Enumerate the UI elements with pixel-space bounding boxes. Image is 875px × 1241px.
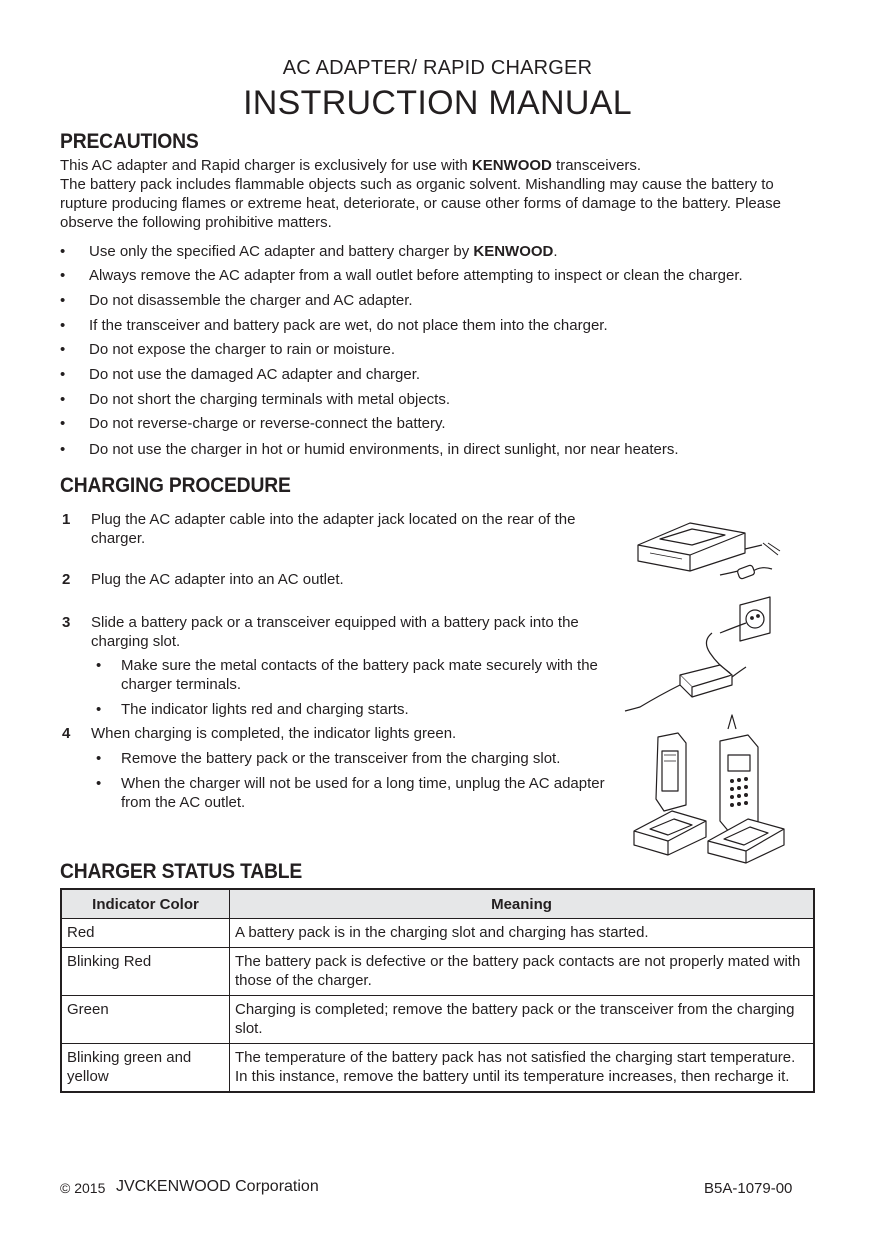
wall-outlet-icon [740, 597, 770, 641]
precautions-warning: The battery pack includes flammable objects such as organic solvent. Mishandling may cause the battery to rupture producing flames or extreme heat, deteriorate, or cause other forms of damage to the battery. Please observe the following prohibitive matters. [60, 176, 781, 231]
document-subtitle: AC ADAPTER/ RAPID CHARGER [282, 57, 593, 79]
bullet-dot: • [60, 366, 66, 383]
precaution-item-text: Do not short the charging terminals with metal objects. [89, 391, 451, 408]
meaning-cell: Charging is completed; remove the battery pack or the transceiver from the charging slot. [230, 996, 815, 1044]
battery-pack-icon [656, 733, 686, 811]
step-text: Slide a battery pack or a transceiver equipped with a battery pack into the charging slot. [91, 614, 579, 650]
bullet-dot: • [96, 701, 102, 718]
precaution-item-text: Do not use the charger in hot or humid environments, in direct sunlight, nor near heaters. [89, 441, 679, 458]
bullet-dot: • [60, 391, 66, 408]
indicator-color-cell: Blinking Red [61, 948, 230, 996]
footer-document-code: B5A-1079-00 [704, 1180, 793, 1197]
table-row [61, 948, 814, 996]
precaution-item-text: If the transceiver and battery pack are wet, do not place them into the charger. [89, 317, 608, 334]
precaution-item-text: Do not expose the charger to rain or moisture. [89, 341, 395, 358]
indicator-color-cell: Blinking green and yellow [61, 1044, 230, 1093]
bullet-dot: • [60, 317, 66, 334]
step-number: 3 [62, 614, 71, 631]
footer-copyright: © 2015 [60, 1180, 106, 1196]
bullet-dot: • [96, 657, 102, 674]
charging-heading: CHARGING PROCEDURE [60, 474, 291, 497]
precaution-item-text: Do not use the damaged AC adapter and charger. [89, 366, 421, 383]
item-brand: KENWOOD [473, 243, 554, 260]
step-bullet-text: When the charger will not be used for a long time, unplug the AC adapter from the AC outlet. [121, 775, 605, 811]
intro-brand: KENWOOD [471, 157, 552, 174]
precautions-intro [60, 156, 820, 175]
indicator-color-cell: Green [61, 996, 230, 1044]
table-row [61, 919, 814, 948]
table-row [61, 1044, 814, 1093]
indicator-color-cell: Red [61, 919, 230, 948]
item-text-pre: Use only the specified AC adapter and battery charger by [89, 243, 474, 260]
charger-status-table [60, 888, 815, 1093]
bullet-dot: • [60, 243, 66, 260]
precaution-item-text: Always remove the AC adapter from a wall outlet before attempting to inspect or clean the charger. [89, 267, 743, 284]
step-bullet-text: The indicator lights red and charging starts. [121, 701, 409, 718]
meaning-cell: The battery pack is defective or the battery pack contacts are not properly mated with those of the charger. [230, 948, 815, 996]
status-table-heading: CHARGER STATUS TABLE [60, 860, 303, 883]
bullet-dot: • [60, 441, 66, 458]
transceiver-icon [720, 715, 758, 833]
step-text: Plug the AC adapter into an AC outlet. [91, 571, 344, 588]
bullet-dot: • [60, 415, 66, 432]
footer-company: JVCKENWOOD Corporation [116, 1178, 319, 1195]
table-row [61, 996, 814, 1044]
bullet-dot: • [60, 292, 66, 309]
intro-text-pre: This AC adapter and Rapid charger is exclusively for use with [60, 157, 472, 174]
step-text: Plug the AC adapter cable into the adapter jack located on the rear of the charger. [91, 511, 576, 547]
bullet-dot: • [96, 750, 102, 767]
step-number: 2 [62, 571, 71, 588]
precautions-heading: PRECAUTIONS [60, 130, 199, 153]
column-header-indicator: Indicator Color [61, 889, 230, 919]
step-bullet-text: Remove the battery pack or the transceiver from the charging slot. [121, 750, 561, 767]
column-header-meaning: Meaning [230, 889, 815, 919]
document-title: INSTRUCTION MANUAL [243, 84, 632, 122]
charging-illustration [620, 515, 820, 875]
item-text-post: . [553, 243, 558, 260]
charger-icon [638, 523, 745, 571]
table-header-row [61, 889, 814, 919]
precaution-item-text: Do not reverse-charge or reverse-connect the battery. [89, 415, 446, 432]
bullet-dot: • [96, 775, 102, 792]
step-bullet-text: Make sure the metal contacts of the battery pack mate securely with the charger terminals. [121, 657, 598, 693]
step-number: 4 [62, 725, 71, 742]
meaning-cell: The temperature of the battery pack has not satisfied the charging start temperature. In this instance, remove the battery until its temperature increases, then recharge it. [230, 1044, 815, 1093]
meaning-cell: A battery pack is in the charging slot and charging has started. [230, 919, 815, 948]
ac-adapter-icon [625, 623, 746, 711]
intro-text-post: transceivers. [551, 157, 642, 174]
step-number: 1 [62, 511, 71, 528]
step-text: When charging is completed, the indicator lights green. [91, 725, 457, 742]
bullet-dot: • [60, 267, 66, 284]
charger-with-transceiver-icon [708, 819, 784, 863]
charger-with-battery-icon [634, 811, 706, 855]
precaution-item-text: Do not disassemble the charger and AC adapter. [89, 292, 413, 309]
bullet-dot: • [60, 341, 66, 358]
